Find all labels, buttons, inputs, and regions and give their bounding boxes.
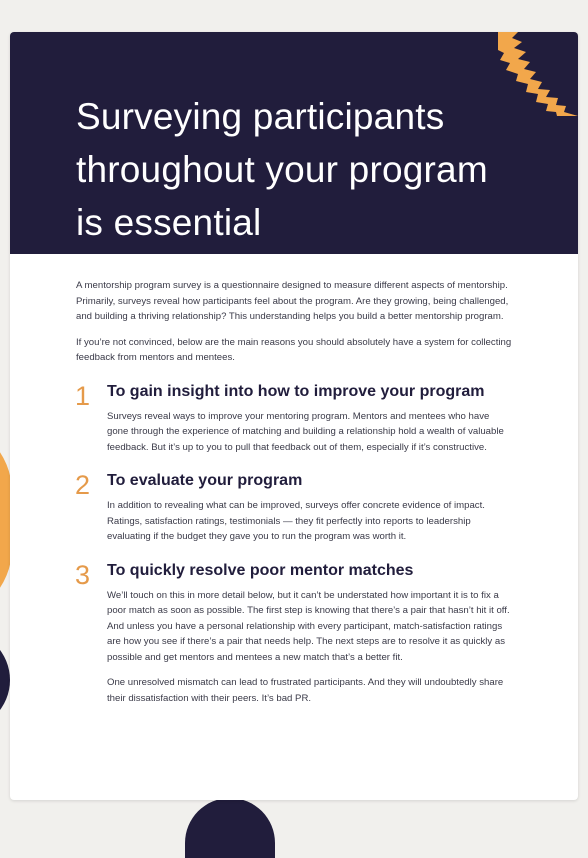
section-number: 2 bbox=[75, 470, 91, 500]
page-header bbox=[10, 32, 578, 254]
intro-paragraph: If you’re not convinced, below are the main reasons you should absolutely have a system for collecting feedback from mentors and mentees. bbox=[76, 336, 512, 363]
document-body bbox=[76, 278, 512, 716]
intro-paragraph: A mentorship program survey is a questionnaire designed to measure different aspects of mentorship. Primarily, surveys reveal how participants feel about the program. Are they growing, being challenged, and building a thriving relationship? This understanding helps you build a better mentorship program. bbox=[76, 280, 509, 322]
page-title: Surveying participants throughout your program is essential bbox=[76, 96, 488, 243]
section-paragraph: Surveys reveal ways to improve your mentoring program. Mentors and mentees who have gone through the experience of matching and building a relationship hold a wealth of valuable feedback. But it’s up to you to pull that feedback out of them, especially if it’s constructive. bbox=[107, 410, 504, 453]
section-evaluate bbox=[76, 471, 512, 545]
section-resolve bbox=[76, 561, 512, 707]
section-paragraph: One unresolved mismatch can lead to frustrated participants. And they will undoubtedly share their dissatisfaction with their peers. It’s bad PR. bbox=[107, 677, 504, 704]
section-heading: To quickly resolve poor mentor matches bbox=[107, 561, 414, 579]
section-heading: To evaluate your program bbox=[107, 472, 303, 489]
section-heading: To gain insight into how to improve your program bbox=[107, 382, 485, 400]
document-page bbox=[10, 32, 578, 800]
section-paragraph: In addition to revealing what can be improved, surveys offer concrete evidence of impact. Ratings, satisfaction ratings, testimonials — they fit perfectly into reports to leadership evaluating if the budget they gave you to run the program was worth it. bbox=[107, 500, 485, 542]
decorative-bottom-shape bbox=[185, 798, 275, 858]
decorative-navy-shape bbox=[0, 630, 10, 730]
section-insight bbox=[76, 382, 512, 456]
section-number: 3 bbox=[75, 559, 91, 590]
section-number: 1 bbox=[75, 380, 91, 411]
section-paragraph: We’ll touch on this in more detail below, but it can’t be understated how important it is to fix a poor match as soon as possible. The first step is knowing that there’s a pair that hasn’t hit it off. And unless you have a personal relationship with every participant, match-satisfaction ratings are how you see if there’s a pair that needs help. The next steps are to resolve it as quickly as possible and get mentors and mentees a new match that’s a better fit. bbox=[107, 589, 510, 663]
